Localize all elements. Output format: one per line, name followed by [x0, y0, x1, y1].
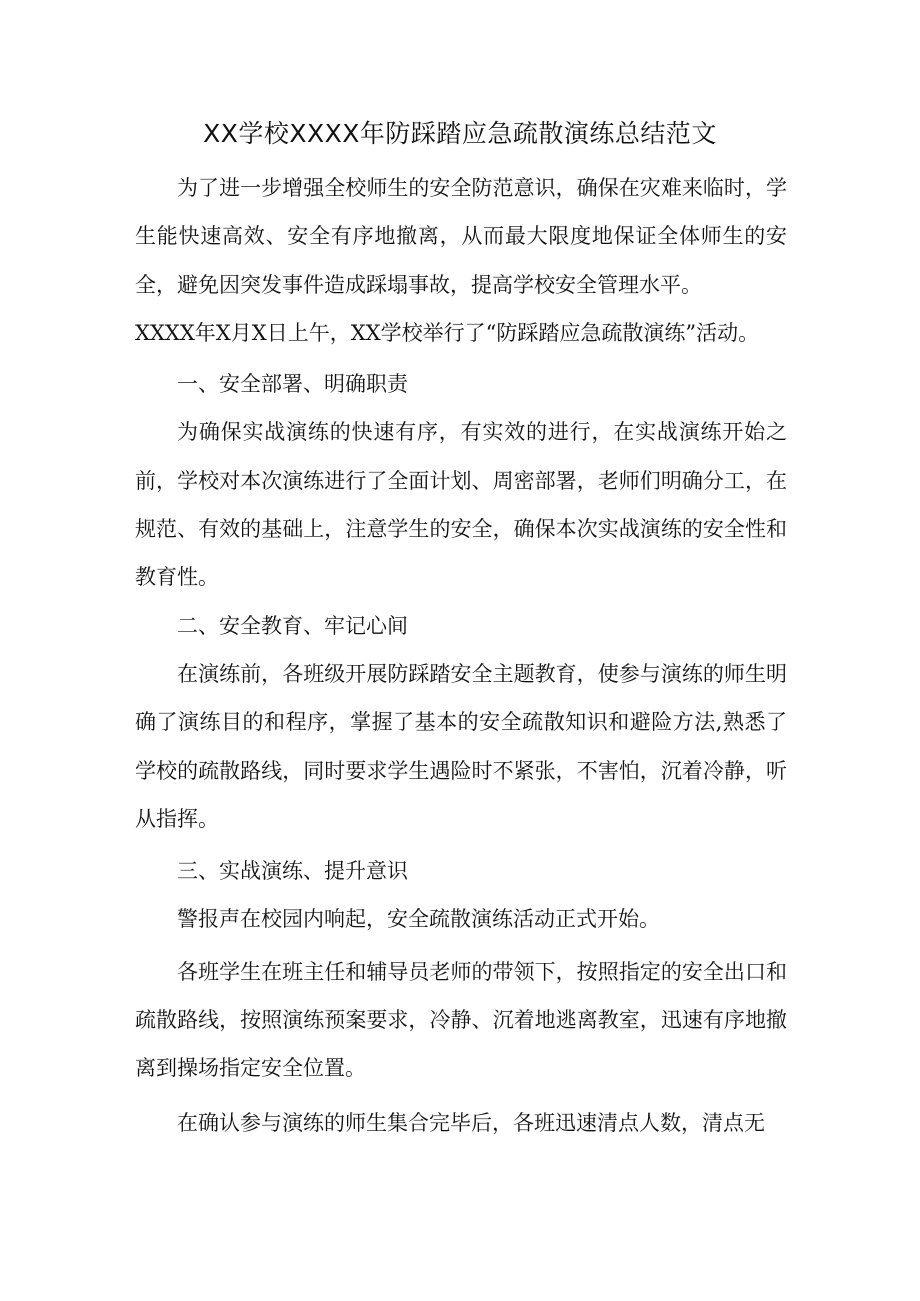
section-heading-2: 二、安全教育、牢记心间 — [177, 613, 408, 638]
paragraph-alarm: 警报声在校园内响起，安全疏散演练活动正式开始。 — [177, 907, 660, 932]
document-title: XX学校XXXX年防踩踏应急疏散演练总结范文 — [203, 119, 717, 148]
paragraph-section-1: 为确保实战演练的快速有序，有实效的进行，在实战演练开始之前，学校对本次演练进行了全面计划、周密部署，老师们明确分工，在规范、有效的基础上，注意学生的安全，确保本次实战演练的安全性和教育性。 — [135, 420, 787, 590]
paragraph-headcount: 在确认参与演练的师生集合完毕后，各班迅速清点人数，清点无 — [177, 1110, 765, 1135]
paragraph-event-date: XXXX年X月X日上午，XX学校举行了“防踩踏应急疏散演练”活动。 — [135, 320, 760, 345]
document-body — [135, 164, 787, 1147]
paragraph-section-2: 在演练前，各班级开展防踩踏安全主题教育，使参与演练的师生明确了演练目的和程序，掌握了基本的安全疏散知识和避险方法,熟悉了学校的疏散路线，同时要求学生遇险时不紧张，不害怕，沉着冷静，听从指挥。 — [135, 661, 787, 831]
section-heading-1: 一、安全部署、明确职责 — [177, 372, 408, 397]
paragraph-evacuation: 各班学生在班主任和辅导员老师的带领下，按照指定的安全出口和疏散路线，按照演练预案要求，冷静、沉着地逃离教室，迅速有序地撤离到操场指定安全位置。 — [135, 959, 787, 1081]
section-heading-3: 三、实战演练、提升意识 — [177, 859, 408, 884]
paragraph-intro: 为了进一步增强全校师生的安全防范意识，确保在灾难来临时，学生能快速高效、安全有序地撤离，从而最大限度地保证全体师生的安全，避免因突发事件造成踩塌事故，提高学校安全管理水平。 — [135, 176, 787, 297]
